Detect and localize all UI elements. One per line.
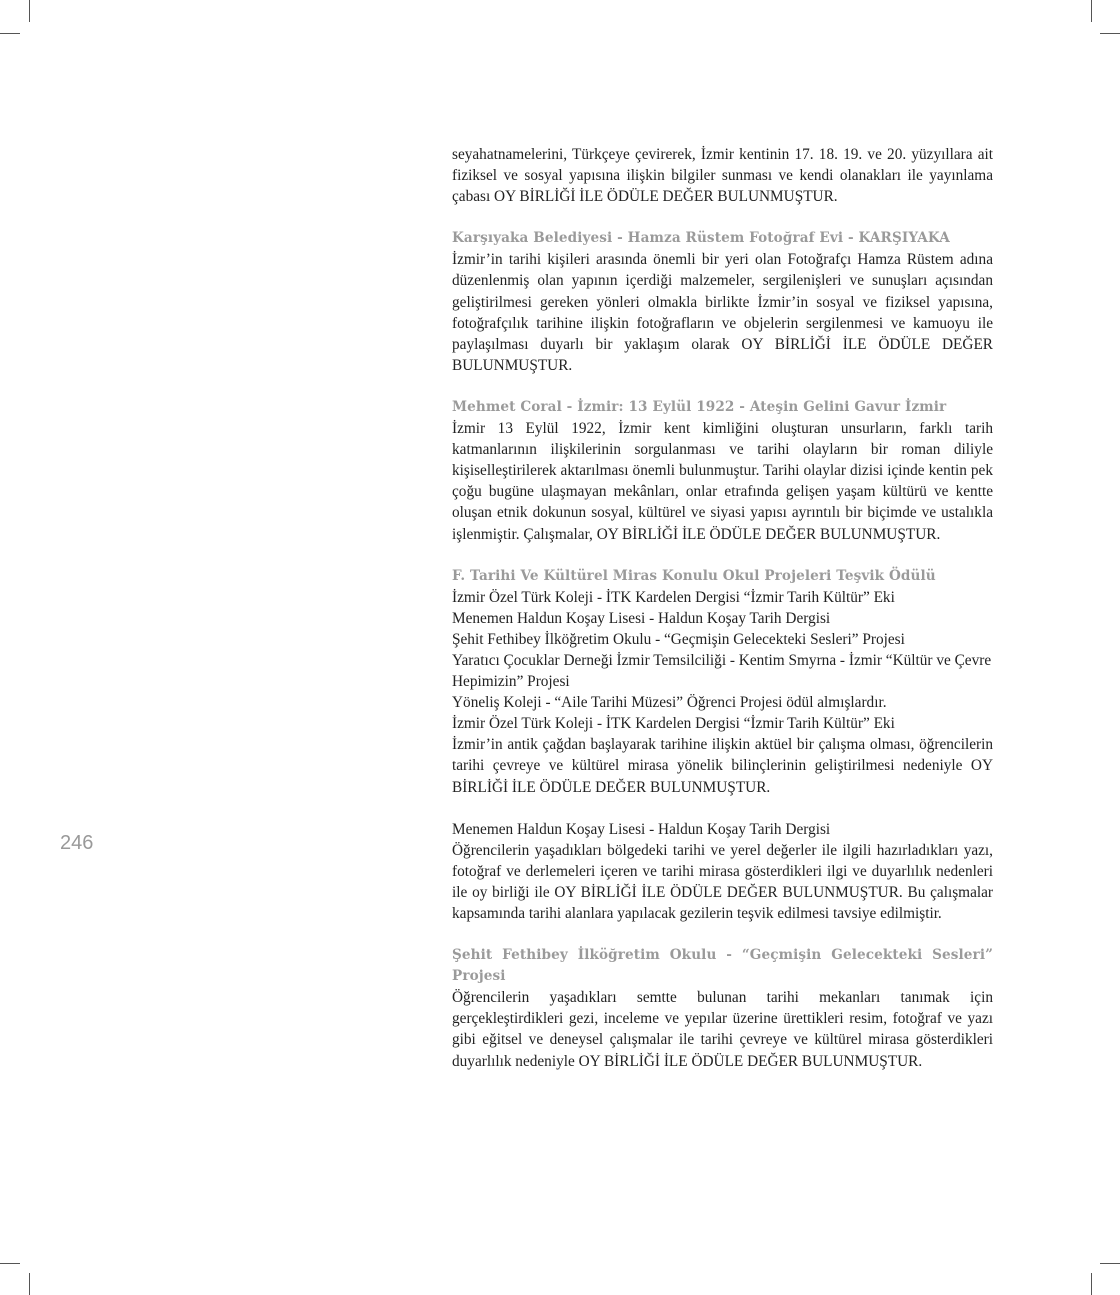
list-item: Menemen Haldun Koşay Lisesi - Haldun Koşay Tarih Dergisi	[452, 609, 831, 627]
section-heading: Mehmet Coral - İzmir: 13 Eylül 1922 - Ateşin Gelini Gavur İzmir	[452, 398, 947, 415]
document-body	[452, 144, 993, 1072]
paragraph: seyahatnamelerini, Türkçeye çevirerek, İzmir kentinin 17. 18. 19. ve 20. yüzyıllara ait fiziksel ve sosyal yapısına ilişkin bilgiler sunması ve kendi olanakları ile yayınlama çabası OY BİRLİĞİ İLE ÖDÜLE DEĞER BULUNMUŞTUR.	[452, 146, 993, 206]
subheading-line: Menemen Haldun Koşay Lisesi - Haldun Koşay Tarih Dergisi	[452, 820, 831, 838]
paragraph: Öğrencilerin yaşadıkları bölgedeki tarihi ve yerel değerler ile ilgili hazırladıkları yazı, fotoğraf ve derlemeleri içeren ve tarihi mirasa gösterdikleri ilgi ve duyarlılık nedenleri ile oy birliği ile OY BİRLİĞİ İLE ÖDÜLE DEĞER BULUNMUŞTUR. Bu çalışmalar kapsamında tarihi alanlara yapılacak gezilerin teşvik edilmesi tavsiye edilmiştir.	[452, 841, 993, 922]
list-item: Şehit Fethibey İlköğretim Okulu - “Geçmişin Gelecekteki Sesleri” Projesi	[452, 630, 905, 648]
section-heading: Şehit Fethibey İlköğretim Okulu - “Geçmişin Gelecekteki Sesleri” Projesi	[452, 947, 993, 985]
page-number: 246	[60, 832, 94, 854]
paragraph: İzmir’in antik çağdan başlayarak tarihine ilişkin aktüel bir çalışma olması, öğrencilerin tarihi çevreye ve kültürel mirasa yönelik bilinçlerinin geliştirilmesi nedeniyle OY BİRLİĞİ İLE ÖDÜLE DEĞER BULUNMUŞTUR.	[452, 736, 993, 796]
crop-mark-top-right-h	[1100, 33, 1120, 34]
list-item: İzmir Özel Türk Koleji - İTK Kardelen Dergisi “İzmir Tarih Kültür” Eki	[452, 715, 895, 733]
crop-mark-top-left-v	[29, 0, 30, 22]
paragraph: İzmir 13 Eylül 1922, İzmir kent kimliğini oluşturan unsurların, farklı tarih katmanlarının ilişkilerinin sorgulanması ve tarihi olayların bir roman diliyle kişiselleştirilerek aktarılması önemli bulunmuştur. Tarihi olaylar dizisi içinde kentin pek çoğu bugüne ulaşmayan mekânları, onlar etrafında gelişen yaşam kültürü ve kentte oluşan etnik dokunun sosyal, kültürel ve siyasi yapısı ayrıntılı bir biçimde ve ustalıkla işlenmiştir. Çalışmalar, OY BİRLİĞİ İLE ÖDÜLE DEĞER BULUNMUŞTUR.	[452, 420, 993, 543]
crop-mark-bottom-right-h	[1100, 1263, 1120, 1264]
crop-mark-bottom-right-v	[1091, 1273, 1092, 1295]
crop-mark-top-right-v	[1091, 0, 1092, 22]
section-heading: Karşıyaka Belediyesi - Hamza Rüstem Fotoğraf Evi - KARŞIYAKA	[452, 230, 950, 247]
crop-mark-bottom-left-v	[29, 1273, 30, 1295]
list-item: İzmir Özel Türk Koleji - İTK Kardelen Dergisi “İzmir Tarih Kültür” Eki	[452, 588, 895, 606]
list-item: Yöneliş Koleji - “Aile Tarihi Müzesi” Öğrenci Projesi ödül almışlardır.	[452, 694, 887, 712]
crop-mark-top-left-h	[0, 33, 20, 34]
paragraph: İzmir’in tarihi kişileri arasında önemli bir yeri olan Fotoğrafçı Hamza Rüstem adına düzenlenmiş olan yapının içerdiği malzemeler, sergilenişleri ve sunuşları açısından geliştirilmesi gereken yönleri olmakla birlikte İzmir’in sosyal ve fiziksel yapısına, fotoğrafçılık tarihine ilişkin fotoğrafların ve objelerin sergilenmesi ve kamuoyu ile paylaşılması duyarlı bir yaklaşım olarak OY BİRLİĞİ İLE ÖDÜLE DEĞER BULUNMUŞTUR.	[452, 251, 993, 374]
list-item: Yaratıcı Çocuklar Derneği İzmir Temsilciliği - Kentim Smyrna - İzmir “Kültür ve Çevre Hepimizin” Projesi	[452, 651, 992, 691]
award-list	[452, 587, 993, 735]
paragraph: Öğrencilerin yaşadıkları semtte bulunan tarihi mekanları tanımak için gerçekleştirdikleri gezi, inceleme ve yepılar üzerine ürettikleri resim, fotoğraf ve yazı gibi eğitsel ve deneysel çalışmalar ile tarihi çevreye ve kültürel mirasa gösterdikleri duyarlılık nedeniyle OY BİRLİĞİ İLE ÖDÜLE DEĞER BULUNMUŞTUR.	[452, 989, 993, 1070]
section-heading: F. Tarihi Ve Kültürel Miras Konulu Okul Projeleri Teşvik Ödülü	[452, 567, 936, 584]
crop-mark-bottom-left-h	[0, 1263, 20, 1264]
